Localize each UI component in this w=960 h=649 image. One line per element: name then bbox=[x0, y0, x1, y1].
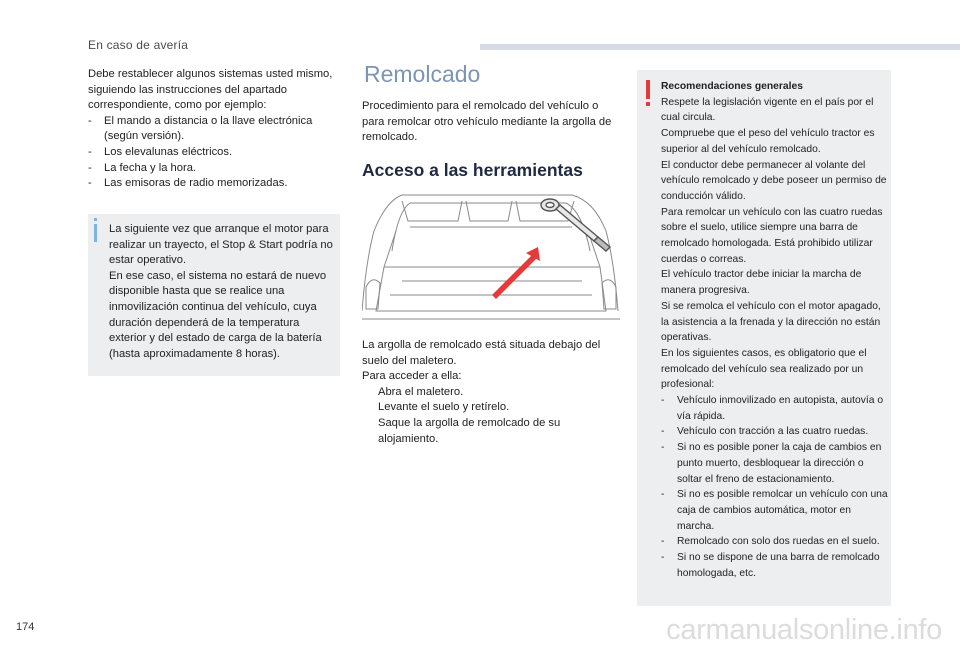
warning-box bbox=[637, 70, 891, 606]
list-item: - Si no se dispone de una barra de remolcado homologada, etc. bbox=[661, 552, 880, 579]
ring-location: La argolla de remolcado está situada debajo del suelo del maletero. bbox=[362, 339, 601, 367]
warning-paragraph: El conductor debe permanecer al volante del vehículo remolcado y debe poseer un permiso de conducción válido. bbox=[661, 159, 887, 202]
list-item: - Si no es posible remolcar un vehículo con una caja de cambios automática, motor en marcha. bbox=[661, 489, 888, 532]
warning-paragraph: Si se remolca el vehículo con el motor apagado, la asistencia a la frenada y la dirección no están operativas. bbox=[661, 300, 881, 344]
warning-paragraph: En los siguientes casos, es obligatorio que el remolcado del vehículo sea realizado por un profesional: bbox=[661, 347, 867, 391]
watermark: carmanualsonline.info bbox=[666, 614, 942, 646]
step-item: Saque la argolla de remolcado de su alojamiento. bbox=[378, 416, 561, 445]
list-item: - Los elevalunas eléctricos. bbox=[88, 145, 233, 158]
list-item: - El mando a distancia o la llave electrónica (según versión). bbox=[88, 114, 313, 143]
column-left bbox=[88, 67, 340, 192]
subsection-title: Acceso a las herramientas bbox=[362, 160, 583, 180]
trunk-tow-ring-illustration bbox=[362, 191, 620, 331]
list-item: - Las emisoras de radio memorizadas. bbox=[88, 177, 288, 190]
reset-intro: Debe restablecer algunos sistemas usted mismo, siguiendo las instrucciones del apartado correspondiente, como por ejemplo: bbox=[88, 68, 333, 112]
towing-intro: Procedimiento para el remolcado del vehículo o para remolcar otro vehículo mediante la argolla de remolcado. bbox=[362, 100, 612, 144]
section-header-title: En caso de avería bbox=[88, 38, 189, 52]
info-note-text: La siguiente vez que arranque el motor para realizar un trayecto, el Stop & Start podría no estar operativo. bbox=[109, 223, 333, 267]
warning-heading: Recomendaciones generales bbox=[661, 81, 803, 92]
section-title: Remolcado bbox=[364, 61, 481, 87]
list-item: - Vehículo inmovilizado en autopista, autovía o vía rápida. bbox=[661, 395, 884, 422]
list-item: - Si no es posible poner la caja de cambios en punto muerto, desbloquear la dirección o soltar el freno de estacionamiento. bbox=[661, 442, 882, 485]
list-item: - Vehículo con tracción a las cuatro ruedas. bbox=[661, 426, 869, 438]
list-item: - La fecha y la hora. bbox=[88, 161, 197, 174]
info-note-box bbox=[88, 214, 340, 376]
page-number: 174 bbox=[16, 621, 35, 633]
header-bar bbox=[480, 44, 960, 50]
warning-paragraph: Compruebe que el peso del vehículo tractor es superior al del vehículo remolcado. bbox=[661, 128, 875, 155]
step-item: Levante el suelo y retírelo. bbox=[378, 401, 510, 414]
steps-block bbox=[362, 338, 620, 447]
warning-paragraph: Respete la legislación vigente en el país por el cual circula. bbox=[661, 96, 874, 124]
warning-icon bbox=[645, 80, 651, 106]
trunk-illustration-svg bbox=[362, 191, 620, 331]
list-item: - Remolcado con solo dos ruedas en el suelo. bbox=[661, 536, 880, 548]
warning-paragraph: Para remolcar un vehículo con las cuatro ruedas sobre el suelo, utilice siempre una barra de remolcado homologada. Está prohibido utilizar cuerdas o correas. bbox=[661, 206, 883, 265]
access-lead: Para acceder a ella: bbox=[362, 370, 462, 383]
warning-paragraph: El vehículo tractor debe iniciar la marcha de manera progresiva. bbox=[661, 269, 862, 297]
step-item: Abra el maletero. bbox=[378, 385, 464, 398]
info-note-text-2: En ese caso, el sistema no estará de nuevo disponible hasta que se realice una inmovilización continua del vehículo, cuya duración dependerá de la temperatura exterior y del estado de carga de la batería (hasta aproximadamente 8 horas). bbox=[109, 269, 327, 360]
